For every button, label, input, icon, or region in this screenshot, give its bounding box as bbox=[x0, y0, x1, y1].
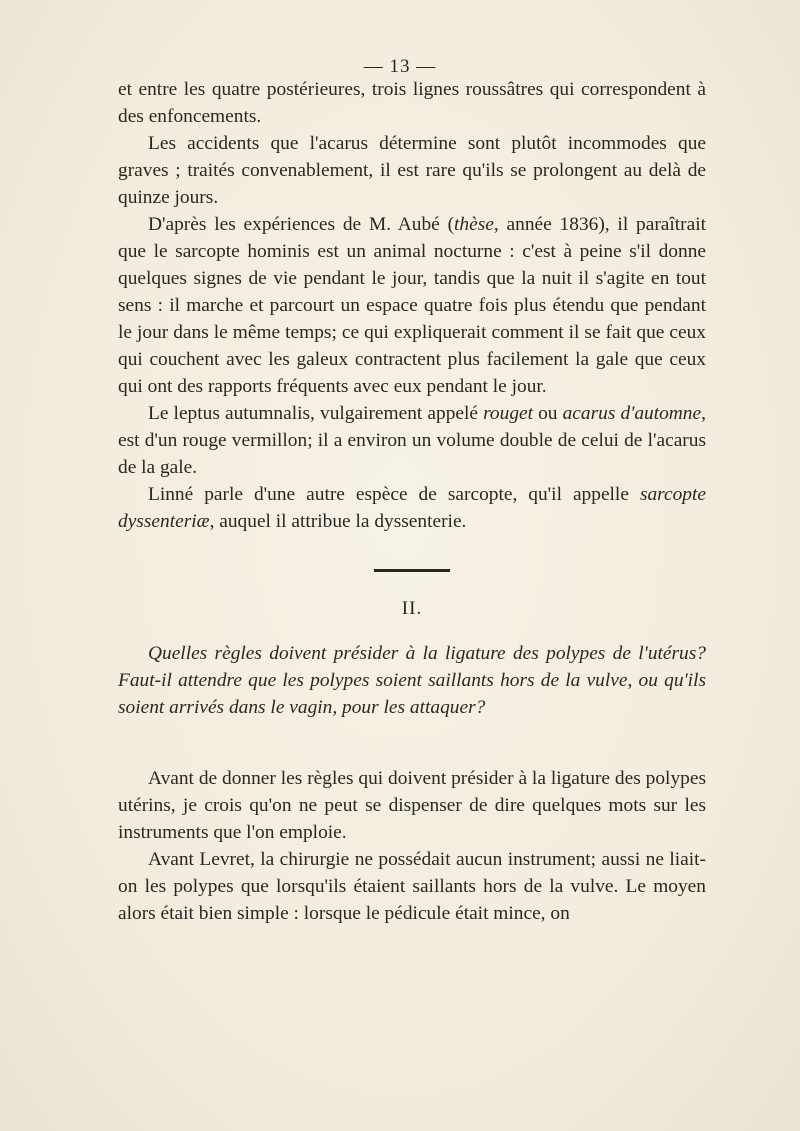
page-number: — 13 — bbox=[363, 56, 437, 77]
italic-these: thèse bbox=[454, 214, 494, 235]
paragraph-6: Avant de donner les règles qui doivent présider à la ligature des polypes utérins, je crois qu'on ne peut se dispenser de dire quelques mots sur les instruments que l'on emploie. bbox=[118, 768, 706, 843]
italic-sarcopte: sarcopte dyssenteriæ bbox=[118, 484, 706, 532]
section-divider bbox=[374, 569, 450, 572]
paragraph-1: et entre les quatre postérieures, trois lignes roussâtres qui correspondent à des enfoncements. bbox=[118, 79, 706, 127]
paragraph-3: D'après les expériences de M. Aubé (thèse, année 1836), il paraîtrait que le sarcopte hominis est un animal nocturne : c'est à peine s'il donne quelques signes de vie pendant le jour, tandis que la nuit il s'agite en tout sens : il marche et parcourt un espace quatre fois plus étendu que pendant le jour dans le même temps; ce qui expliquerait comment il se fait que ceux qui couchent avec les galeux contractent plus facilement la gale que ceux qui ont des rapports fréquents avec eux pendant le jour. bbox=[118, 214, 706, 397]
paragraph-4: Le leptus autumnalis, vulgairement appelé rouget ou acarus d'automne, est d'un rouge vermillon; il a environ un volume double de celui de l'acarus de la gale. bbox=[118, 403, 706, 478]
paragraph-7: Avant Levret, la chirurgie ne possédait aucun instrument; aussi ne liait-on les polypes que lorsqu'ils étaient saillants hors de la vulve. Le moyen alors était bien simple : lorsque le pédicule était mince, on bbox=[118, 849, 706, 924]
section-number: II. bbox=[401, 598, 423, 619]
paragraph-5: Linné parle d'une autre espèce de sarcopte, qu'il appelle sarcopte dyssenteriæ, auquel il attribue la dyssenterie. bbox=[118, 484, 706, 532]
italic-acarus-automne: acarus d'automne bbox=[562, 403, 702, 424]
section-question: Quelles règles doivent présider à la ligature des polypes de l'utérus? Faut-il attendre que les polypes soient saillants hors de la vulve, ou qu'ils soient arrivés dans le vagin, pour les attaquer? bbox=[118, 643, 706, 718]
italic-rouget: rouget bbox=[483, 403, 534, 424]
paragraph-2: Les accidents que l'acarus détermine sont plutôt incommodes que graves ; traités convenablement, il est rare qu'ils se prolongent au delà de quinze jours. bbox=[118, 133, 706, 208]
page-body bbox=[118, 76, 706, 927]
